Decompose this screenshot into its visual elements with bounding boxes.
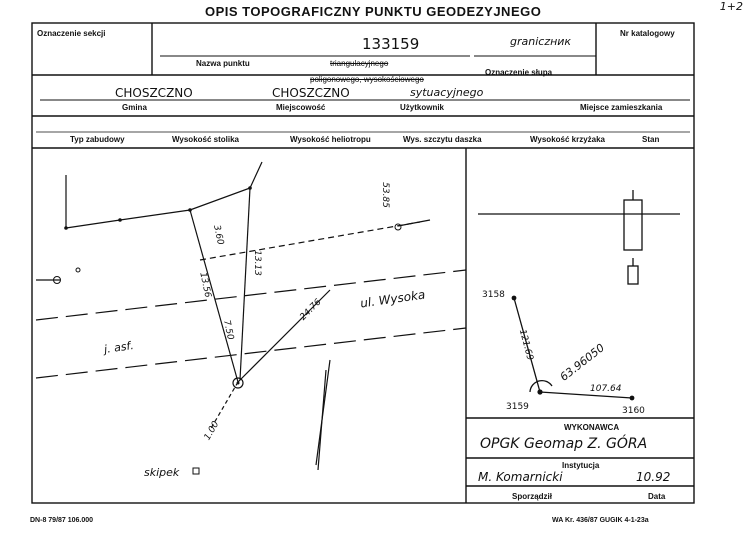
surface-label: j. asf.: [103, 338, 135, 357]
locality-value: CHOSZCZNO: [272, 86, 350, 100]
label-point-type-1: triangulacyjnego: [330, 59, 389, 68]
label-gmina: Gmina: [122, 103, 147, 112]
diagram-measure-3: 63.96050: [557, 341, 607, 384]
label-cross-height: Wysokość krzyżaka: [530, 135, 606, 144]
measure-1: 3.60: [211, 224, 225, 246]
label-point-name: Nazwa punktu: [196, 59, 250, 68]
corner-note: 1+2: [719, 0, 743, 13]
post-marking-value: graniczник: [510, 35, 572, 48]
label-catalog-no: Nr katalogowy: [620, 29, 675, 38]
gmina-value: CHOSZCZNO: [115, 86, 193, 100]
measure-6: 53.85: [379, 182, 390, 208]
label-point-type-2: poligonowego, wysokościowego: [310, 75, 424, 84]
label-locality: Miejscowość: [276, 103, 326, 112]
diagram-point-2: 3159: [506, 402, 529, 412]
label-executor: WYKONAWCA: [564, 423, 620, 432]
footer-left: DN-8 79/87 106.000: [30, 517, 94, 524]
measure-5: 24.76: [298, 297, 324, 323]
label-table-height: Wysokość stolika: [172, 135, 239, 144]
label-board-top-height: Wys. szczytu daszka: [403, 135, 482, 144]
prepared-by-value: M. Komarnicki: [478, 470, 563, 484]
label-heliotrope-height: Wysokość heliotropu: [290, 135, 371, 144]
measure-2: 13.56: [197, 271, 213, 299]
label-building-type: Typ zabudowy: [70, 135, 125, 144]
measure-4: 7.50: [221, 319, 235, 341]
label-residence: Miejsce zamieszkania: [580, 103, 663, 112]
point-number: 133159: [362, 35, 420, 53]
label-condition: Stan: [642, 135, 660, 144]
form-title: OPIS TOPOGRAFICZNY PUNKTU GEODEZYJNEGO: [205, 4, 542, 19]
measure-3: 13.13: [251, 250, 262, 276]
diagram-point-3: 3160: [622, 406, 645, 416]
executor-value: OPGK Geomap Z. GÓRA: [480, 436, 648, 452]
diagram-measure-1: 121.69: [516, 328, 535, 362]
point-kind-value: sytuacyjnego: [410, 86, 484, 99]
label-user: Użytkownik: [400, 103, 445, 112]
label-prepared-by: Sporządził: [512, 492, 553, 501]
measure-7: 1.00: [202, 419, 222, 443]
diagram-point-1: 3158: [482, 290, 505, 300]
footer-right: WA Kr. 436/87 GUGIK 4-1-23a: [552, 517, 649, 524]
label-section-id: Oznaczenie sekcji: [37, 29, 106, 38]
label-institution: Instytucja: [562, 461, 600, 470]
street-label: ul. Wysoka: [359, 287, 427, 311]
diagram-measure-2: 107.64: [590, 384, 622, 394]
sketch-lines: [36, 162, 466, 470]
date-value: 10.92: [636, 470, 671, 484]
box-label: skipek: [144, 466, 180, 479]
label-post-marking: Oznaczenie słupa: [485, 68, 553, 77]
label-date: Data: [648, 492, 666, 501]
